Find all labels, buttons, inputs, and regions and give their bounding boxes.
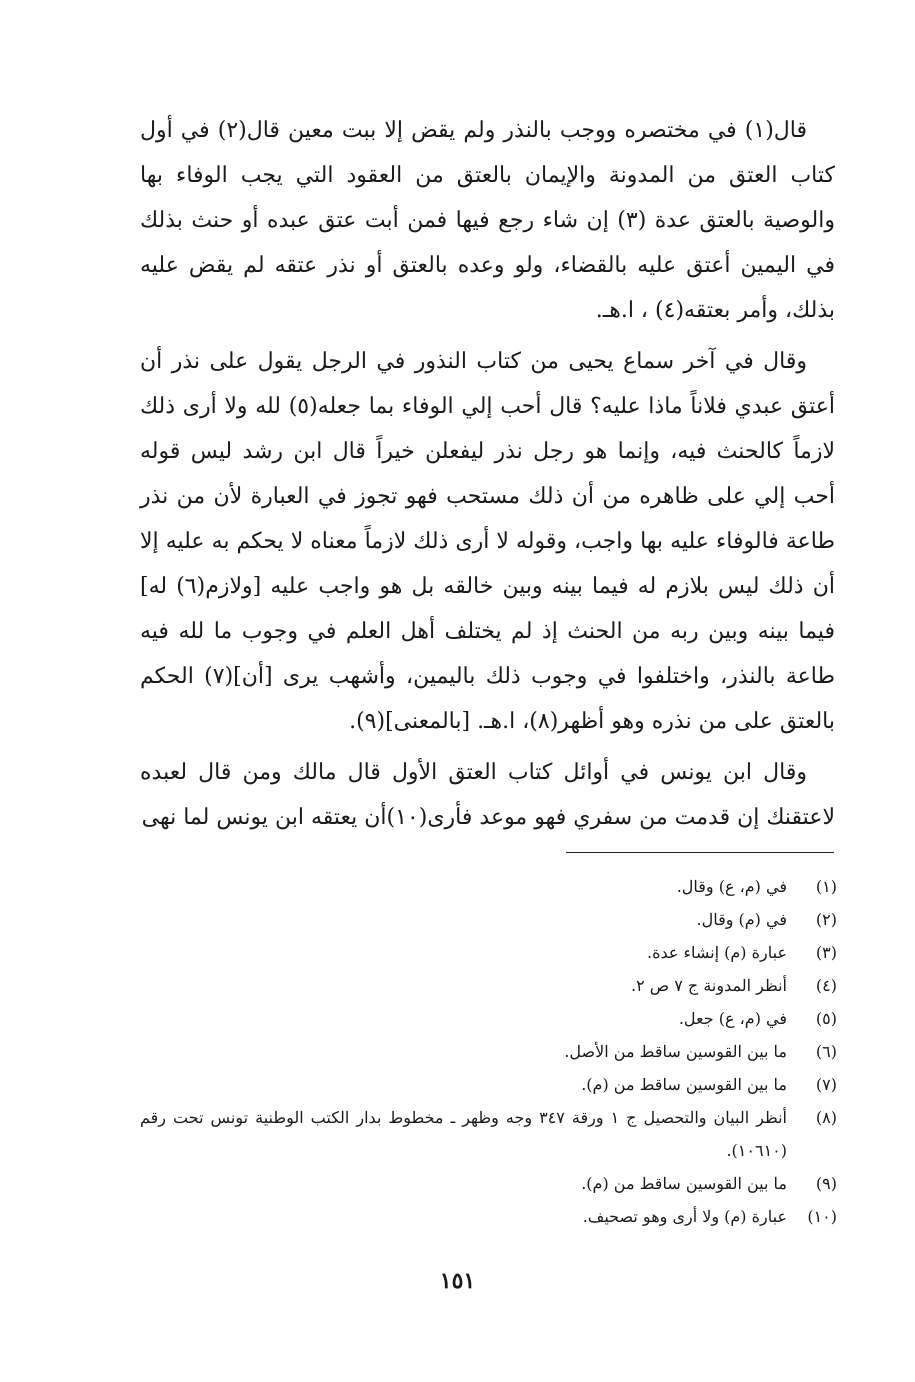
footnote-text: في (م، ع) جعل. [678, 1009, 787, 1028]
footnote-item [140, 870, 837, 903]
paragraph-2: وقال في آخر سماع يحيى من كتاب النذور في الرجل يقول على نذر أن أعتق عبدي فلاناً ماذا عليه؟ قال أحب إلي الوفاء بما جعله(٥) لله ولا أرى ذلك لازماً كالحنث فيه، وإنما هو رجل نذر ليفعلن خيراً قال ابن رشد ليس قوله أحب إلي على ظاهره من أن ذلك مستحب فهو تجوز في العبارة لأن من نذر طاعة فالوفاء عليه بها واجب، وقوله لا أرى ذلك لازماً معناه لا يحكم به عليه إلا أن ذلك ليس بلازم له فيما بينه وبين خالقه بل هو واجب عليه [ولازم(٦) له] فيما بينه وبين ربه من الحنث إذ لم يختلف أهل العلم في وجوب ما لله فيه طاعة بالنذر، واختلفوا في وجوب ذلك باليمين، وأشهب يرى [أن](٧) الحكم بالعتق على من نذره وهو أظهر(٨)، ا.هـ. [بالمعنى](٩). [140, 349, 835, 734]
footnote-number: (١٠) [807, 1207, 837, 1226]
footnote-text: أنظر المدونة ج ٧ ص ٢. [631, 976, 787, 995]
footnote-number: (٤) [815, 976, 837, 995]
footnote-text: عبارة (م) إنشاء عدة. [647, 943, 787, 962]
footnote-text: في (م) وقال. [696, 910, 787, 929]
main-text-body [140, 108, 835, 846]
footnote-text: ما بين القوسين ساقط من الأصل. [564, 1042, 787, 1061]
footnote-text: ما بين القوسين ساقط من (م). [581, 1174, 787, 1193]
paragraph-1: قال(١) في مختصره ووجب بالنذر ولم يقض إلا ببت معين قال(٢) في أول كتاب العتق من المدونة والإيمان بالعتق من العقود التي يجب الوفاء بها والوصية بالعتق عدة (٣) إن شاء رجع فيها فمن أبت عتق عبده أو حنث بذلك في اليمين أعتق عليه بالقضاء، ولو وعده بالعتق أو نذر عتقه لم يقض عليه بذلك، وأمر بعتقه(٤) ، ا.هـ. [140, 118, 835, 323]
page-number: ١٥١ [439, 1268, 476, 1294]
footnote-item [140, 1002, 837, 1035]
footnote-number: (٥) [815, 1009, 837, 1028]
footnote-item [140, 1068, 837, 1101]
footnote-number: (٣) [815, 943, 837, 962]
footnote-number: (٧) [815, 1075, 837, 1094]
paragraph-3: وقال ابن يونس في أوائل كتاب العتق الأول قال مالك ومن قال لعبده لاعتقنك إن قدمت من سفري فهو موعد فأرى(١٠)أن يعتقه ابن يونس لما نهى [140, 760, 835, 830]
footnote-number: (٩) [815, 1174, 837, 1193]
footnote-item [140, 1200, 837, 1233]
footnote-text: ما بين القوسين ساقط من (م). [581, 1075, 787, 1094]
footnote-item [140, 1101, 837, 1167]
footnote-number: (٢) [815, 910, 837, 929]
footnote-item [140, 936, 837, 969]
footnote-item [140, 903, 837, 936]
footnote-text: أنظر البيان والتحصيل ج ١ ورقة ٣٤٧ وجه وظهر ـ مخطوط بدار الكتب الوطنية تونس تحت رقم (١٠٦١٠). [140, 1108, 787, 1160]
footnote-number: (٦) [815, 1042, 837, 1061]
footnote-item [140, 969, 837, 1002]
footnote-text: عبارة (م) ولا أرى وهو تصحيف. [582, 1207, 787, 1226]
footnotes-section [140, 870, 837, 1233]
footnote-text: في (م، ع) وقال. [676, 877, 787, 896]
footnote-item [140, 1167, 837, 1200]
footnote-divider [566, 852, 834, 853]
footnote-number: (٨) [815, 1108, 837, 1127]
footnote-number: (١) [815, 877, 837, 896]
footnote-item [140, 1035, 837, 1068]
